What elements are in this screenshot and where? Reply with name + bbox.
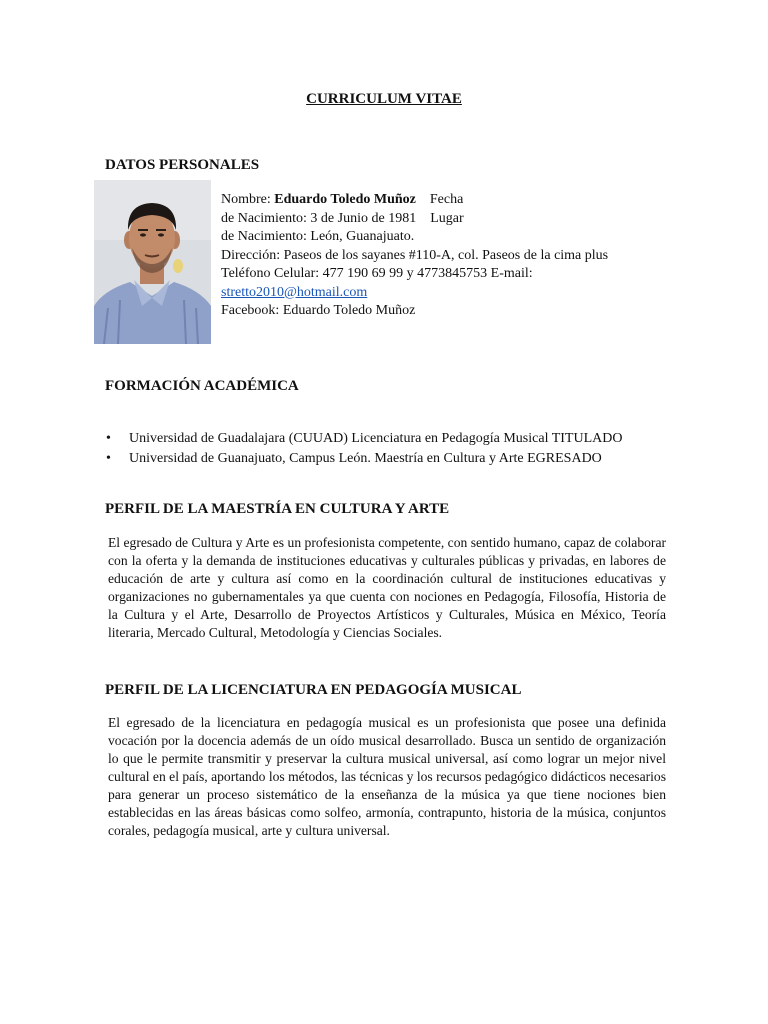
personal-data-block bbox=[221, 191, 661, 321]
perfil-maestria-paragraph: El egresado de Cultura y Arte es un profesionista competente, con sentido humano, capaz de colaborar con la oferta y la demanda de instituciones educativas y culturales públicas y privadas, en labores de educación de arte y cultura así como en la coordinación cultural de instituciones educativas y organizaciones no gubernamentales ya que cuenta con nociones en Pedagogía, Filosofía, Historia de la Cultura y el Arte, Desarrollo de Proyectos Artísticos y Culturales, Música en México, Teoría literaria, Mercado Cultural, Metodología y Ciencias Sociales. bbox=[108, 535, 666, 640]
formacion-list bbox=[105, 429, 685, 469]
birth-date: 3 de Junio de 1981 bbox=[310, 210, 417, 226]
lugar-label: Lugar bbox=[430, 210, 464, 226]
list-item bbox=[105, 449, 685, 469]
section-heading-datos-personales: DATOS PERSONALES bbox=[105, 157, 260, 173]
bullet-icon: • bbox=[106, 431, 111, 446]
nacimiento-label: de Nacimiento: bbox=[221, 210, 311, 226]
list-item-text: Universidad de Guanajuato, Campus León. Maestría en Cultura y Arte EGRESADO bbox=[129, 451, 602, 466]
email-row bbox=[221, 284, 661, 303]
fecha-label: Fecha bbox=[429, 192, 464, 207]
document-title: CURRICULUM VITAE bbox=[306, 91, 462, 107]
birthplace-row: de Nacimiento: León, Guanajuato. bbox=[221, 229, 415, 244]
birthdate-row bbox=[221, 210, 661, 229]
address-row: Dirección: Paseos de los sayanes #110-A, col. Paseos de la cima plus bbox=[221, 247, 609, 263]
list-item-text: Universidad de Guadalajara (CUUAD) Licenciatura en Pedagogía Musical TITULADO bbox=[129, 431, 623, 446]
perfil-licenciatura-paragraph: El egresado de la licenciatura en pedagogía musical es un profesionista que posee una definida vocación por la docencia además de un oído musical desarrollado. Busca un sentido de organización lo que le permite transmitir y preservar la cultura musical universal, así como lograr un mejor nivel cultural en el país, aportando los métodos, las técnicas y los recursos pedagógico didácticos necesarios para generar un proceso sistemático de la enseñanza de la música ya que tiene nociones bien establecidas en las áreas básicas como solfeo, armonía, contrapunto, historia de la música, conjuntos corales, pedagogía musical, arte y cultura universal. bbox=[108, 715, 666, 838]
section-heading-perfil-maestria: PERFIL DE LA MAESTRÍA EN CULTURA Y ARTE bbox=[105, 501, 450, 517]
phone-row: Teléfono Celular: 477 190 69 99 y 4773845753 E-mail: bbox=[221, 266, 533, 281]
person-photo-icon bbox=[94, 180, 211, 344]
nombre-label: Nombre: bbox=[221, 192, 275, 207]
facebook-row: Facebook: Eduardo Toledo Muñoz bbox=[221, 303, 416, 318]
bullet-icon: • bbox=[106, 451, 111, 466]
profile-photo bbox=[94, 180, 211, 344]
section-heading-perfil-licenciatura: PERFIL DE LA LICENCIATURA EN PEDAGOGÍA MUSICAL bbox=[105, 682, 522, 698]
name-row bbox=[221, 191, 661, 210]
list-item bbox=[105, 429, 685, 449]
email-link[interactable]: stretto2010@hotmail.com bbox=[221, 284, 368, 300]
person-name: Eduardo Toledo Muñoz bbox=[274, 192, 416, 207]
section-heading-formacion: FORMACIÓN ACADÉMICA bbox=[105, 378, 299, 394]
